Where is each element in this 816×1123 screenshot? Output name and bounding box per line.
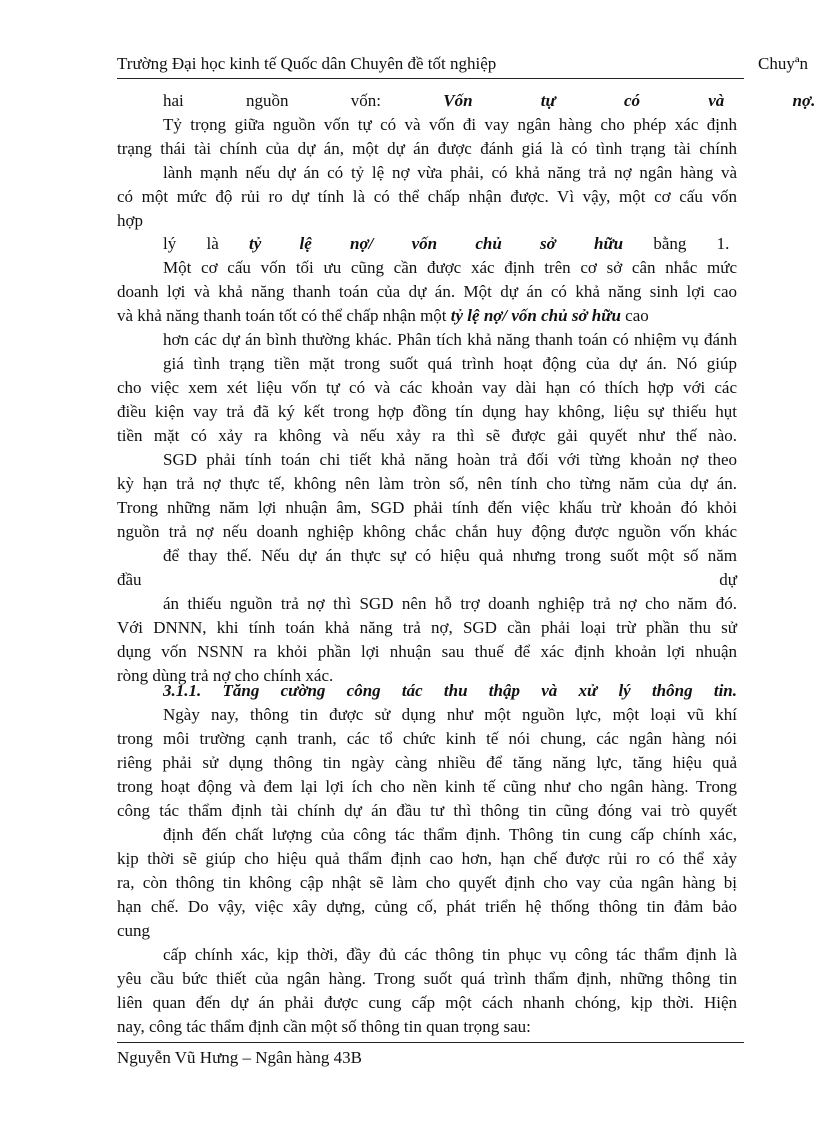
text-line: cấp chính xác, kịp thời, đầy đủ các thông tin phục vụ công tác thẩm định là (163, 945, 737, 964)
page-header (117, 52, 809, 76)
text-line: lý là tỷ lệ nợ/ vốn chủ sở hữu bằng 1. (163, 234, 730, 253)
text-line: công tác thẩm định tài chính dự án đầu tư thì thông tin cũng đóng vai trò quyết (117, 801, 737, 820)
text-line: nguồn trả nợ nếu doanh nghiệp không chắc chắn huy động được nguồn vốn khác (117, 522, 737, 541)
text-line: hạn chế. Do vậy, việc xây dựng, củng cố, phát triển hệ thống thông tin đảm bảo (117, 897, 737, 916)
header-rule (117, 78, 744, 79)
header-right: Chuyªn (758, 54, 809, 73)
text-line: doanh lợi và khả năng thanh toán của dự án. Một dự án có khả năng sinh lợi cao (117, 282, 737, 301)
text-line: trạng thái tài chính của dự án, một dự án được đánh giá là có tình trạng tài chính (117, 139, 737, 158)
text-line: hai nguồn vốn: Vốn tự có và nợ. (163, 91, 816, 110)
text-line: án thiếu nguồn trả nợ thì SGD nên hỗ trợ doanh nghiệp trả nợ cho năm đó. (163, 594, 737, 613)
text-line: kỳ hạn trả nợ thực tế, không nên làm tròn số, nên tính cho từng năm của dự án. (117, 474, 737, 493)
text-line: định đến chất lượng của công tác thẩm định. Thông tin cung cấp chính xác, (163, 825, 737, 844)
text-line: trong hoạt động và đem lại lợi ích cho nền kinh tế cũng như cho ngân hàng. Trong (117, 777, 737, 796)
text-line: ròng dùng trả nợ cho chính xác. (117, 666, 334, 685)
text-line: để thay thế. Nếu dự án thực sự có hiệu quả nhưng trong suốt một số năm (163, 546, 737, 565)
header-title: Trường Đại học kinh tế Quốc dân Chuyên đề tốt nghiệp (117, 54, 497, 73)
text-line: kịp thời sẽ giúp cho hiệu quả thẩm định cao hơn, hạn chế được rủi ro có thể xảy (117, 849, 737, 868)
text-line: lành mạnh nếu dự án có tỷ lệ nợ vừa phải, có khả năng trả nợ ngân hàng và (163, 163, 737, 182)
text-line: Một cơ cấu vốn tối ưu cũng cần được xác định trên cơ sở cân nhắc mức (163, 258, 737, 277)
text-line: liên quan đến dự án phải được cung cấp một cách nhanh chóng, kịp thời. Hiện (117, 993, 737, 1012)
text-line: dụng vốn NSNN ra khỏi phần lợi nhuận sau thuế để xác định khoản lợi nhuận (117, 642, 737, 661)
text-line: đầu dự (117, 570, 737, 589)
section-heading: 3.1.1. Tăng cường công tác thu thập và xử lý thông tin. (163, 681, 737, 700)
text-line: cho việc xem xét liệu vốn tự có và các khoản vay dài hạn có thích hợp với các (117, 378, 737, 397)
text-line: điều kiện vay trả đã ký kết trong hợp đồng tín dụng hay không, liệu sự thiếu hụt (117, 402, 737, 421)
text-line: Tỷ trọng giữa nguồn vốn tự có và vốn đi vay ngân hàng cho phép xác định (163, 115, 737, 134)
text-line: cung (117, 921, 151, 940)
text-line: yêu cầu bức thiết của ngân hàng. Trong suốt quá trình thẩm định, những thông tin (117, 969, 737, 988)
text-line: hợp (117, 211, 143, 230)
text-line: có một mức độ rủi ro dự tính là có thể chấp nhận được. Vì vậy, một cơ cấu vốn (117, 187, 737, 206)
text-line: giá tình trạng tiền mặt trong suốt quá trình hoạt động của dự án. Nó giúp (163, 354, 737, 373)
text-line: và khả năng thanh toán tốt có thể chấp nhận một tỷ lệ nợ/ vốn chủ sở hữu cao (117, 306, 649, 325)
text-line: Trong những năm lợi nhuận âm, SGD phải tính đến việc khấu trừ khoản đó khỏi (117, 498, 737, 517)
text-line: ra, còn thông tin không cập nhật sẽ làm cho quyết định cho vay của ngân hàng bị (117, 873, 737, 892)
footer-rule (117, 1042, 744, 1043)
text-line: hơn các dự án bình thường khác. Phân tích khả năng thanh toán có nhiệm vụ đánh (163, 330, 737, 349)
text-line: Ngày nay, thông tin được sử dụng như một nguồn lực, một loại vũ khí (163, 705, 737, 724)
text-line: Với DNNN, khi tính toán khả năng trả nợ, SGD cần phải loại trừ phần thu sử (117, 618, 737, 637)
page-footer: Nguyễn Vũ Hưng – Ngân hàng 43B (117, 1048, 362, 1067)
text-line: nay, công tác thẩm định cần một số thông tin quan trọng sau: (117, 1017, 531, 1036)
text-line: SGD phải tính toán chi tiết khả năng hoàn trả đối với từng khoản nợ theo (163, 450, 737, 469)
text-line: trong môi trường cạnh tranh, các tổ chức kinh tế nói chung, các ngân hàng nói (117, 729, 737, 748)
text-line: tiền mặt có xảy ra không và nếu xảy ra thì sẽ được gải quyết như thế nào. (117, 426, 737, 445)
text-line: riêng phải sử dụng thông tin ngày càng nhiều để tăng năng lực, tăng hiệu quả (117, 753, 737, 772)
